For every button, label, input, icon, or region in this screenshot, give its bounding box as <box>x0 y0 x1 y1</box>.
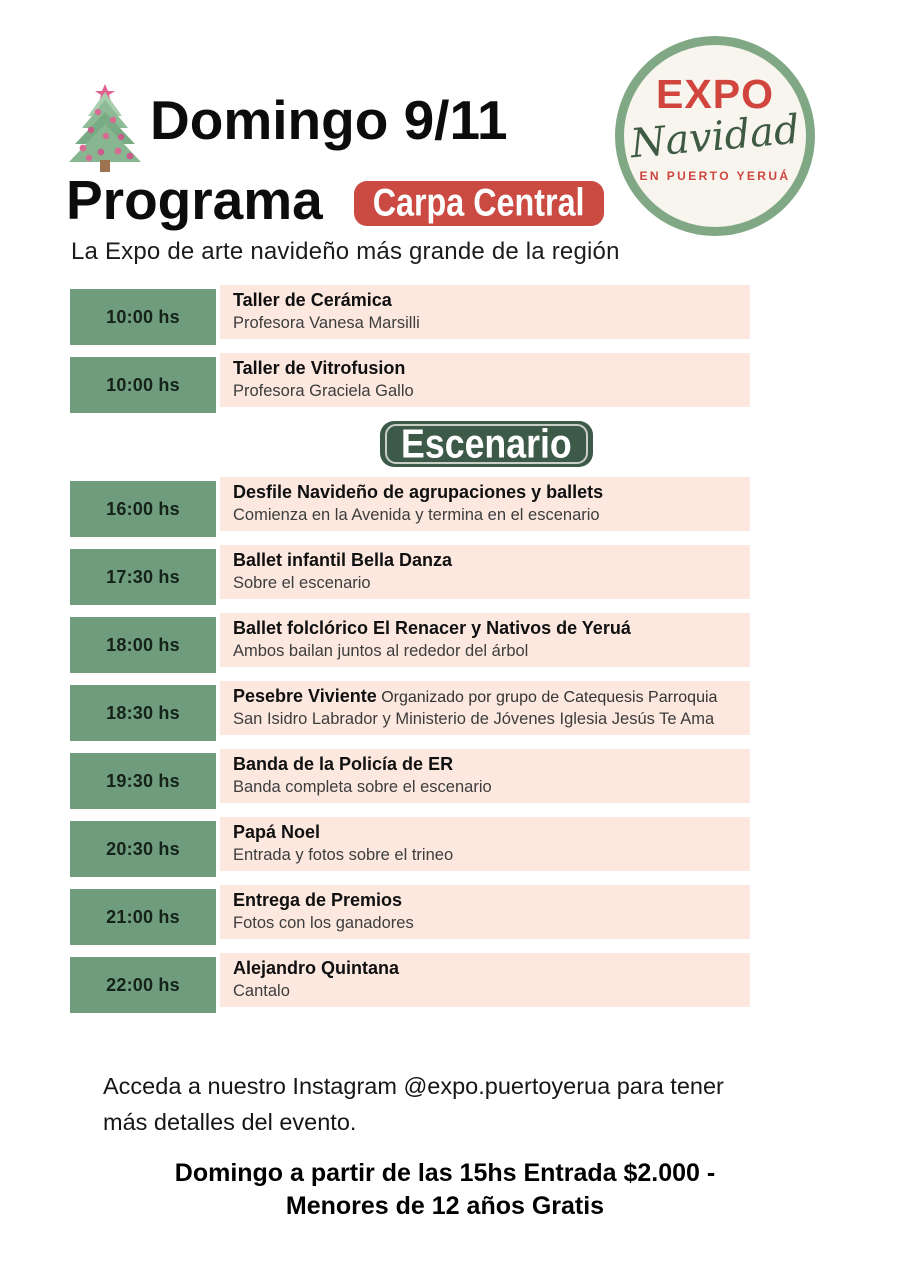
schedule <box>70 285 750 1021</box>
instagram-note-line1: Acceda a nuestro Instagram @expo.puertoyerua para tener <box>103 1073 724 1099</box>
time-cell <box>70 753 216 809</box>
schedule-row <box>70 681 750 735</box>
logo-navidad-text: Navidad <box>628 106 802 168</box>
event-title: Taller de Cerámica <box>233 290 392 311</box>
christmas-tree-icon <box>58 82 152 176</box>
schedule-row <box>70 749 750 803</box>
instagram-note <box>103 1068 724 1141</box>
event-title: Ballet infantil Bella Danza <box>233 550 453 571</box>
time-label: 22:00 hs <box>106 974 180 995</box>
program-title: Programa <box>66 169 323 231</box>
schedule-row <box>70 285 750 339</box>
day-title: Domingo 9/11 <box>150 89 508 151</box>
schedule-row <box>70 885 750 939</box>
time-cell <box>70 481 216 537</box>
time-label: 10:00 hs <box>106 374 180 395</box>
event-title-line <box>233 357 750 381</box>
event-cell <box>220 353 750 407</box>
event-title-line <box>233 685 750 709</box>
time-cell <box>70 617 216 673</box>
event-title: Ballet folclórico El Renacer y Nativos de Yeruá <box>233 618 631 639</box>
event-title: Pesebre Viviente <box>233 686 377 707</box>
event-title-suffix: Organizado por grupo de Catequesis Parroquia <box>376 689 718 707</box>
event-title: Entrega de Premios <box>233 890 403 911</box>
event-cell <box>220 545 750 599</box>
time-label: 20:30 hs <box>106 838 180 859</box>
event-cell <box>220 885 750 939</box>
event-description: Profesora Graciela Gallo <box>233 382 414 401</box>
time-cell <box>70 289 216 345</box>
entry-info <box>0 1157 890 1222</box>
event-cell <box>220 477 750 531</box>
event-cell <box>220 953 750 1007</box>
event-title-line <box>233 481 750 505</box>
event-description: Ambos bailan juntos al rededor del árbol <box>233 642 529 661</box>
time-cell <box>70 685 216 741</box>
schedule-row <box>70 613 750 667</box>
event-description: Banda completa sobre el escenario <box>233 778 492 797</box>
schedule-row <box>70 353 750 407</box>
stage-badge-label: Escenario <box>401 420 572 467</box>
poster-subtitle: La Expo de arte navideño más grande de la región <box>71 238 620 265</box>
event-title-line <box>233 549 750 573</box>
event-cell <box>220 681 750 735</box>
entry-info-line2: Menores de 12 años Gratis <box>285 1191 605 1220</box>
event-cell <box>220 749 750 803</box>
stage-rows <box>70 477 750 1007</box>
event-cell <box>220 285 750 339</box>
expo-navidad-logo <box>615 36 815 236</box>
time-cell <box>70 357 216 413</box>
event-title-line <box>233 821 750 845</box>
event-description: Sobre el escenario <box>233 574 371 593</box>
time-label: 16:00 hs <box>106 498 180 519</box>
schedule-row <box>70 477 750 531</box>
time-label: 18:30 hs <box>106 702 180 723</box>
event-title-line <box>233 957 750 981</box>
time-label: 17:30 hs <box>106 566 180 587</box>
time-label: 21:00 hs <box>106 906 180 927</box>
morning-rows <box>70 285 750 407</box>
event-title-line <box>233 753 750 777</box>
event-title: Alejandro Quintana <box>233 958 400 979</box>
time-label: 18:00 hs <box>106 634 180 655</box>
event-description: Entrada y fotos sobre el trineo <box>233 846 454 865</box>
venue-badge-label: Carpa Central <box>373 181 585 225</box>
time-label: 19:30 hs <box>106 770 180 791</box>
time-cell <box>70 889 216 945</box>
event-title: Banda de la Policía de ER <box>233 754 454 775</box>
time-cell <box>70 821 216 877</box>
schedule-row <box>70 953 750 1007</box>
logo-location-text: EN PUERTO YERUÁ <box>639 169 791 183</box>
event-description: San Isidro Labrador y Ministerio de Jóvenes Iglesia Jesús Te Ama <box>233 710 715 729</box>
event-title: Desfile Navideño de agrupaciones y ballets <box>233 482 604 503</box>
event-cell <box>220 613 750 667</box>
event-title: Taller de Vitrofusion <box>233 358 406 379</box>
instagram-note-line2: más detalles del evento. <box>103 1109 357 1136</box>
event-description: Cantalo <box>233 982 290 1001</box>
event-title-line <box>233 889 750 913</box>
entry-info-line1: Domingo a partir de las 15hs Entrada $2.000 - <box>174 1159 716 1187</box>
time-label: 10:00 hs <box>106 306 180 327</box>
event-cell <box>220 817 750 871</box>
stage-badge <box>380 421 593 467</box>
event-title: Papá Noel <box>233 822 321 843</box>
event-description: Comienza en la Avenida y termina en el escenario <box>233 506 600 525</box>
venue-badge <box>354 181 604 226</box>
event-description: Profesora Vanesa Marsilli <box>233 314 420 333</box>
schedule-row <box>70 817 750 871</box>
event-title-line <box>233 289 750 313</box>
schedule-row <box>70 545 750 599</box>
event-title-line <box>233 617 750 641</box>
time-cell <box>70 957 216 1013</box>
time-cell <box>70 549 216 605</box>
event-description: Fotos con los ganadores <box>233 914 414 933</box>
logo-expo-text: EXPO <box>656 71 774 117</box>
